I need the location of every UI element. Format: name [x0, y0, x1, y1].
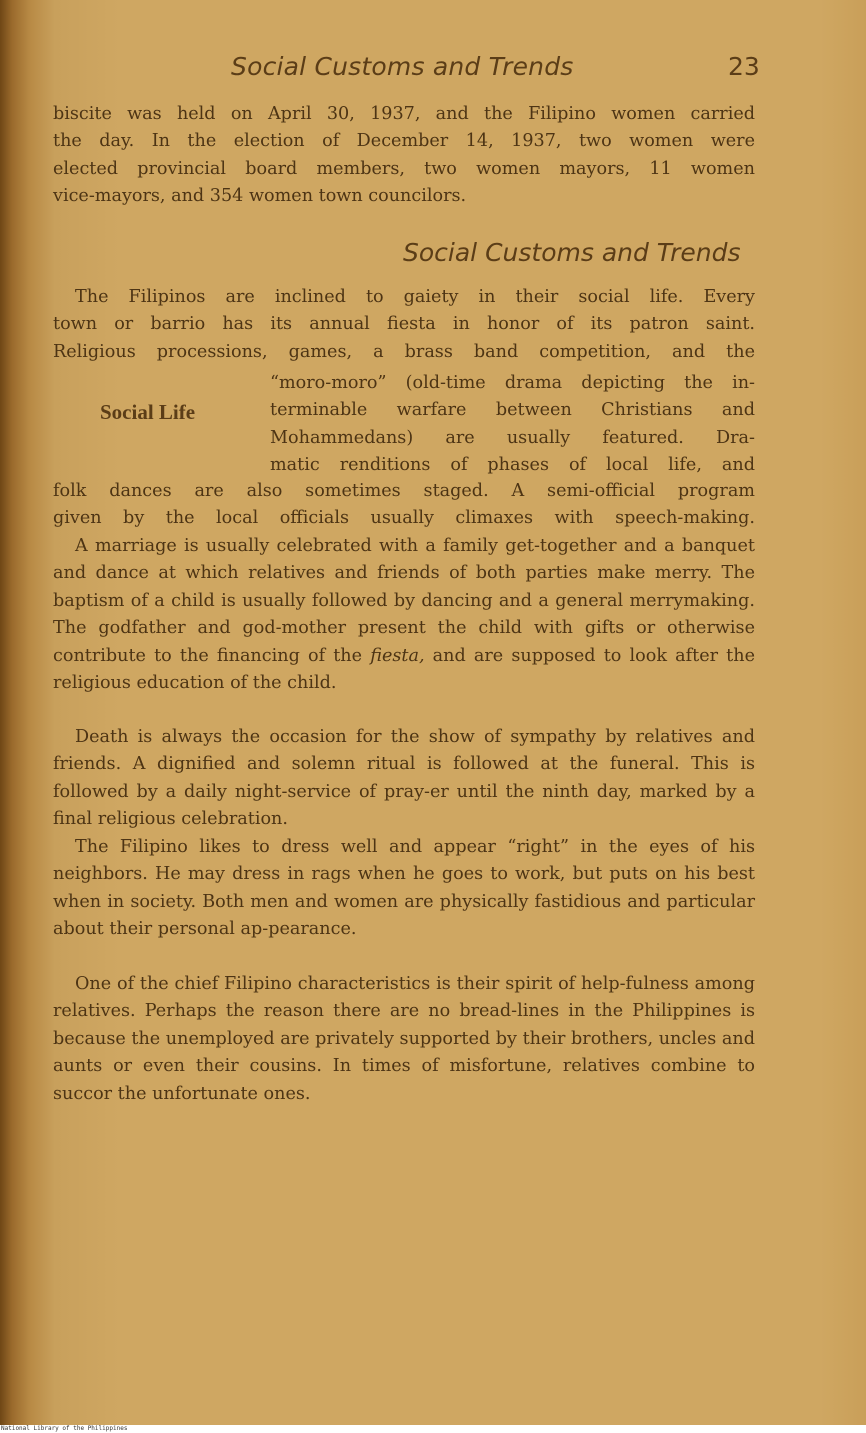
- section-heading: Social Customs and Trends: [403, 238, 741, 267]
- paragraph-2: [53, 533, 755, 697]
- sidehead-social-life: Social Life: [100, 400, 196, 424]
- footer-credit: National Library of the Philippines: [1, 1425, 128, 1432]
- paragraph-text: Death is always the occasion for the show of sympathy by relatives and friends. A dignified and solemn ritual is followed at the funeral. This is followed by a daily night-service of pray-er until the ninth day, marked by a final religious celebration.: [53, 727, 755, 830]
- text-line: biscite was held on April 30, 1937, and the Filipino women carried: [53, 104, 755, 124]
- text-line: terminable warfare between Christians and: [270, 400, 755, 421]
- text-line: Religious processions, games, a brass band competition, and the: [53, 341, 755, 362]
- text-line: Mohammedans) are usually featured. Dra-: [270, 427, 755, 448]
- text-line: matic renditions of phases of local life, and: [270, 455, 755, 476]
- paragraph-1-wrap: [270, 370, 755, 480]
- page-header: [0, 52, 866, 86]
- paragraph-3: [53, 724, 755, 834]
- paragraph-text: One of the chief Filipino characteristics is their spirit of help-fulness among relatives. Perhaps the reason there are no bread-lines in the Philippines is because the unemployed are privately supported by their brothers, uncles and aunts or even their cousins. In times of misfortune, relatives combine to succor the unfortunate ones.: [53, 974, 755, 1104]
- page-number: 23: [728, 52, 760, 81]
- paragraph-1-top: [53, 284, 755, 366]
- text-line: The Filipinos are inclined to gaiety in their social life. Every: [75, 287, 755, 307]
- running-head: Social Customs and Trends: [231, 52, 574, 81]
- paragraph-5: [53, 971, 755, 1108]
- intro-paragraph: [53, 101, 755, 211]
- paragraph-text-run: A marriage is usually celebrated with a family get-together and a banquet and dance at which relatives and friends of both parties make merry. The baptism of a child is usually followed by dancing and a general merrymaking. The godfather and god-mother present the child with gifts or otherwise contribute to the financing of the: [53, 536, 755, 666]
- text-line: the day. In the election of December 14, 1937, two women were: [53, 131, 755, 152]
- paragraph-text: The Filipino likes to dress well and appear “right” in the eyes of his neighbors. He may dress in rags when he goes to work, but puts on his best when in society. Both men and women are physically fastidious and particular about their personal ap-pearance.: [53, 837, 755, 940]
- paragraph-text: [53, 533, 755, 697]
- text-line: given by the local officials usually climaxes with speech-making.: [53, 508, 755, 529]
- text-line: vice-mayors, and 354 women town councilors.: [53, 186, 467, 207]
- text-line: elected provincial board members, two women mayors, 11 women: [53, 158, 755, 179]
- paragraph-text-run: and are supposed to look after the religious education of the child.: [53, 645, 755, 694]
- italic-word: fiesta,: [370, 645, 425, 666]
- text-line: folk dances are also sometimes staged. A semi-official program: [53, 481, 755, 501]
- footer-credit-bar: [0, 1425, 866, 1433]
- paragraph-1-bottom: [53, 478, 755, 533]
- text-line: town or barrio has its annual fiesta in honor of its patron saint.: [53, 314, 755, 335]
- text-line: “moro-moro” (old-time drama depicting the in-: [270, 373, 755, 393]
- paragraph-4: [53, 834, 755, 944]
